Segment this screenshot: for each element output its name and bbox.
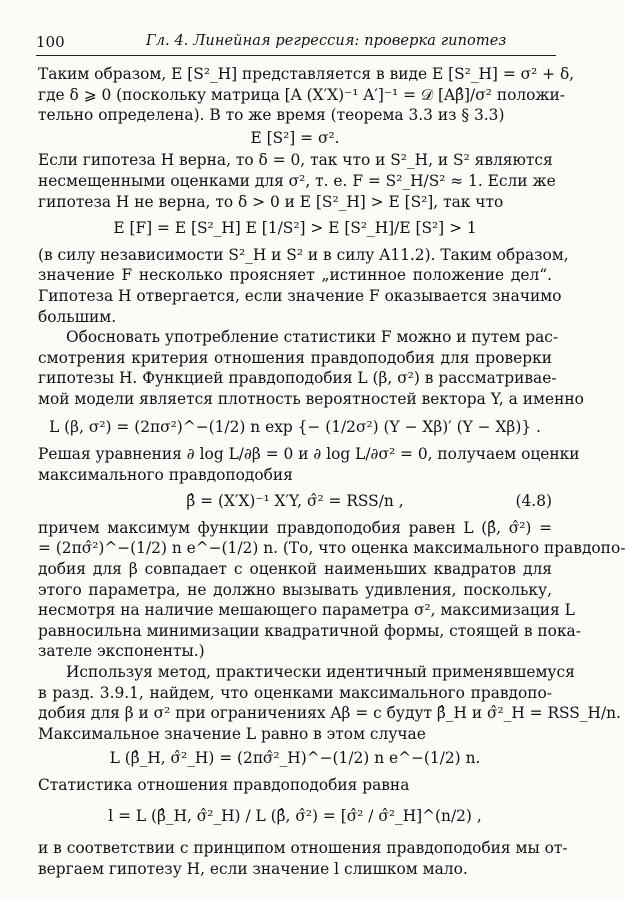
text-line: максимального правдоподобия: [38, 465, 293, 484]
text-line: и в соответствии с принципом отношения правдоподобия мы от-: [38, 839, 568, 858]
text-line: в разд. 3.9.1, найдем, что оценками максимального правдопо-: [38, 683, 552, 702]
equation-4-8-row: [38, 491, 552, 512]
equation-ml-estimates: β̂ = (X′X)⁻¹ X′Y, σ̂² = RSS/n ,: [186, 492, 404, 511]
text-line: Решая уравнения ∂ log L/∂β = 0 и ∂ log L/∂σ² = 0, получаем оценки: [38, 445, 580, 464]
text-line: вергаем гипотезу H, если значение l слишком мало.: [38, 859, 468, 878]
text-line: значение F несколько проясняет „истинное положение дел“.: [38, 266, 552, 285]
paragraph-7: [38, 662, 621, 744]
paragraph-6: [38, 518, 625, 662]
equation-number: (4.8): [515, 492, 552, 511]
text-line: причем максимум функции правдоподобия равен L (β̂, σ̂²) =: [38, 518, 552, 537]
paragraph-9: [38, 838, 568, 879]
text-line: этого параметра, не должно вызывать удивления, поскольку,: [38, 580, 552, 599]
text-line: гипотезы H. Функцией правдоподобия L (β, σ²) в рассматривае-: [38, 369, 557, 388]
equation-e-s2: E [S²] = σ².: [250, 128, 340, 147]
paragraph-4: [38, 327, 584, 409]
text-line: Если гипотеза H верна, то δ = 0, так что и S²_H, и S² являются: [38, 151, 553, 170]
paragraph-3: [38, 245, 569, 327]
equation-max-likelihood-h: L (β̂_H, σ̂²_H) = (2πσ̂²_H)^−(1/2) n e^−(1/2) n.: [109, 749, 481, 768]
paragraph-1: [38, 64, 575, 126]
paragraph-5: [38, 444, 580, 485]
text-line: тельно определена). В то же время (теорема 3.3 из § 3.3): [38, 106, 505, 125]
page-number: 100: [36, 33, 65, 51]
paragraph-2: [38, 150, 556, 212]
header-rule: [36, 55, 556, 56]
paragraph-8: [38, 775, 552, 796]
text-line: Статистика отношения правдоподобия равна: [38, 776, 410, 794]
text-line: Гипотеза H отвергается, если значение F оказывается значимо: [38, 286, 562, 305]
page-body: [38, 64, 625, 879]
text-line: = (2πσ̂²)^−(1/2) n e^−(1/2) n. (То, что оценка максимального правдопо-: [38, 539, 625, 558]
text-line: Используя метод, практически идентичный применявшемуся: [66, 663, 575, 682]
page-header: [36, 33, 556, 55]
text-line: зателе экспоненты.): [38, 642, 205, 661]
text-line: где δ ⩾ 0 (поскольку матрица [A (X′X)⁻¹ A′]⁻¹ = 𝒟 [Aβ̂]/σ² положи-: [38, 85, 565, 104]
equation-likelihood: L (β, σ²) = (2πσ²)^−(1/2) n exp {− (1/2σ²) (Y − Xβ)′ (Y − Xβ)} .: [49, 417, 541, 436]
equation-lr-statistic: l = L (β̂_H, σ̂²_H) / L (β̂, σ̂²) = [σ̂² / σ̂²_H]^(n/2) ,: [108, 806, 482, 825]
running-title: Гл. 4. Линейная регрессия: проверка гипотез: [146, 33, 507, 49]
equation-e-f: E [F] = E [S²_H] E [1/S²] > E [S²_H]/E [S²] > 1: [113, 219, 477, 238]
text-line: Обосновать употребление статистики F можно и путем рас-: [66, 328, 559, 347]
text-line: смотрения критерия отношения правдоподобия для проверки: [38, 348, 552, 367]
text-line: несмотря на наличие мешающего параметра σ², максимизация L: [38, 601, 575, 620]
text-line: Таким образом, E [S²_H] представляется в виде E [S²_H] = σ² + δ,: [38, 65, 575, 83]
text-line: добия для β и σ² при ограничениях Aβ = c будут β̂_H и σ̂²_H = RSS_H/n.: [38, 704, 621, 723]
text-line: несмещенными оценками для σ², т. е. F = S²_H/S² ≈ 1. Если же: [38, 171, 556, 190]
text-line: гипотеза H не верна, то δ > 0 и E [S²_H] > E [S²], так что: [38, 192, 504, 211]
text-line: равносильна минимизации квадратичной формы, стоящей в пока-: [38, 621, 581, 640]
text-line: (в силу независимости S²_H и S² и в силу A11.2). Таким образом,: [38, 245, 569, 264]
text-line: добия для β совпадает с оценкой наименьших квадратов для: [38, 560, 552, 579]
text-line: мой модели является плотность вероятностей вектора Y, а именно: [38, 389, 584, 408]
text-line: Максимальное значение L равно в этом случае: [38, 724, 426, 743]
text-line: большим.: [38, 307, 117, 326]
